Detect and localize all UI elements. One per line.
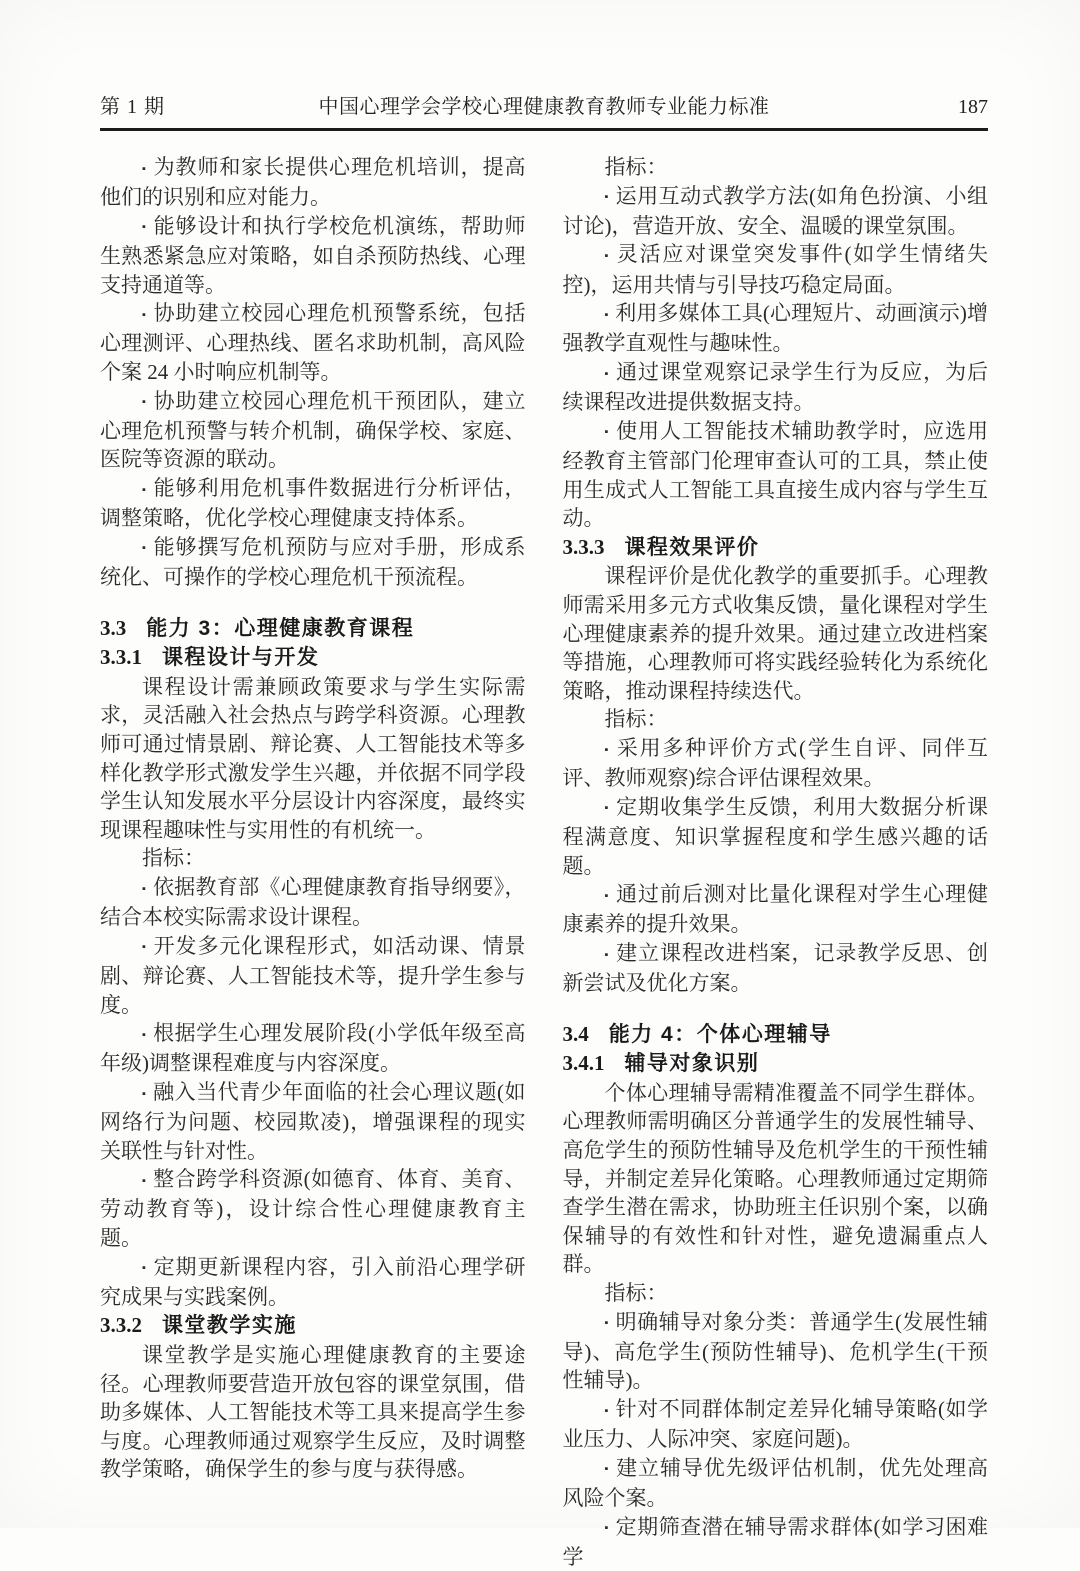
bullet-item [100, 299, 526, 386]
bullet-text: 定期筛查潜在辅导需求群体(如学习困难学 [562, 1514, 988, 1569]
bullet-text: 协助建立校园心理危机预警系统，包括心理测评、心理热线、匿名求助机制，高风险个案 24 小时响应机制等。 [100, 301, 526, 384]
heading-title: 能力 3：心理健康教育课程 [146, 616, 415, 640]
bullet-item [563, 182, 989, 241]
bullet-text: 使用人工智能技术辅助教学时，应选用经教育主管部门伦理审查认可的工具，禁止使用生成式人工智能工具直接生成内容与学生互动。 [562, 418, 988, 531]
bullet-icon: ▪ [604, 1463, 609, 1476]
bullet-icon: ▪ [142, 483, 146, 496]
bullet-icon: ▪ [604, 426, 609, 439]
bullet-item [100, 212, 526, 299]
bullet-icon: ▪ [142, 1174, 146, 1187]
bullet-icon: ▪ [142, 542, 146, 555]
bullet-item [100, 387, 526, 474]
heading-title: 课程设计与开发 [161, 646, 320, 670]
subsection-heading [100, 1311, 526, 1341]
bullet-item [100, 1253, 526, 1312]
bullet-icon: ▪ [604, 191, 609, 204]
heading-number: 3.4 [562, 1021, 589, 1046]
subsection-heading [563, 533, 989, 563]
section-heading [563, 1020, 989, 1050]
bullet-icon: ▪ [142, 941, 146, 954]
bullet-icon: ▪ [604, 1522, 609, 1535]
bullet-icon: ▪ [604, 308, 609, 321]
heading-number: 3.3.2 [100, 1313, 142, 1338]
paragraph: 课程评价是优化教学的重要抓手。心理教师需采用多元方式收集反馈，量化课程对学生心理健康素养的提升效果。通过建立改进档案等措施，心理教师可将实践经验转化为系统化策略，推动课程持续迭代。 [562, 564, 988, 703]
bullet-text: 针对不同群体制定差异化辅导策略(如学业压力、人际冲突、家庭问题)。 [562, 1397, 988, 1452]
right-column [563, 153, 989, 1571]
bullet-icon: ▪ [604, 948, 609, 961]
bullet-text: 开发多元化课程形式，如活动课、情景剧、辩论赛、人工智能技术等，提升学生参与度。 [100, 933, 526, 1017]
bullet-icon: ▪ [142, 308, 146, 321]
bullet-text: 整合跨学科资源(如德育、体育、美育、劳动教育等)，设计综合性心理健康教育主题。 [100, 1167, 526, 1251]
bullet-icon: ▪ [604, 250, 609, 262]
bullet-icon: ▪ [604, 889, 609, 902]
bullet-text: 根据学生心理发展阶段(小学低年级至高年级)调整课程难度与内容深度。 [100, 1021, 526, 1076]
bullet-item [563, 299, 989, 358]
bullet-text: 运用互动式教学方法(如角色扮演、小组讨论)，营造开放、安全、温暖的课堂氛围。 [562, 183, 988, 238]
bullet-item [563, 358, 989, 417]
bullet-item [563, 1454, 989, 1513]
indicators-label: 指标： [604, 1281, 668, 1306]
bullet-text: 融入当代青少年面临的社会心理议题(如网络行为问题、校园欺凌)，增强课程的现实关联性与针对性。 [100, 1079, 526, 1163]
bullet-item [563, 939, 989, 998]
bullet-item [563, 1513, 989, 1571]
bullet-icon: ▪ [142, 1028, 146, 1041]
bullet-text: 能够利用危机事件数据进行分析评估，调整策略，优化学校心理健康支持体系。 [100, 475, 526, 531]
bullet-item [563, 734, 989, 793]
bullet-icon: ▪ [142, 1262, 146, 1275]
bullet-item [563, 417, 989, 533]
section-heading [100, 614, 526, 644]
bullet-icon: ▪ [604, 1317, 609, 1330]
bullet-item [563, 1308, 989, 1395]
bullet-icon: ▪ [142, 162, 146, 175]
heading-number: 3.3 [100, 615, 127, 640]
bullet-text: 依据教育部《心理健康教育指导纲要》，结合本校实际需求设计课程。 [100, 874, 526, 930]
heading-number: 3.3.1 [100, 645, 142, 670]
bullet-text: 通过课堂观察记录学生行为反应，为后续课程改进提供数据支持。 [562, 359, 988, 415]
heading-number: 3.4.1 [562, 1051, 605, 1076]
bullet-icon: ▪ [142, 221, 146, 234]
two-column-body [100, 153, 988, 1571]
page-number: 187 [958, 96, 988, 118]
page-header [100, 90, 988, 131]
indicators-label: 指标： [604, 155, 668, 179]
bullet-item [100, 1165, 526, 1252]
paragraph: 个体心理辅导需精准覆盖不同学生群体。心理教师需明确区分普通学生的发展性辅导、高危学生的预防性辅导及危机学生的干预性辅导，并制定差异化策略。心理教师通过定期筛查学生潜在需求，协助班主任识别个案，以确保辅导的有效性和针对性，避免遗漏重点人群。 [562, 1080, 988, 1277]
bullet-item [100, 873, 526, 932]
bullet-text: 灵活应对课堂突发事件(如学生情绪失控)，运用共情与引导技巧稳定局面。 [562, 242, 988, 297]
running-title: 中国心理学会学校心理健康教育教师专业能力标准 [318, 96, 770, 118]
bullet-item [100, 932, 526, 1019]
bullet-text: 建立课程改进档案，记录教学反思、创新尝试及优化方案。 [562, 940, 988, 996]
bullet-item [100, 153, 526, 212]
bullet-icon: ▪ [604, 743, 609, 756]
bullet-item [100, 1019, 526, 1078]
heading-number: 3.3.3 [562, 534, 605, 559]
indicators-label: 指标： [142, 846, 205, 871]
bullet-item [563, 240, 989, 299]
bullet-item [100, 474, 526, 533]
bullet-text: 定期收集学生反馈，利用大数据分析课程满意度、知识掌握程度和学生感兴趣的话题。 [562, 794, 988, 878]
bullet-text: 能够设计和执行学校危机演练，帮助师生熟悉紧急应对策略，如自杀预防热线、心理支持通道等。 [100, 213, 526, 297]
journal-issue: 第 1 期 [100, 96, 165, 118]
subsection-heading [563, 1049, 989, 1079]
bullet-icon: ▪ [604, 802, 609, 815]
bullet-item [563, 1395, 989, 1454]
bullet-item [100, 533, 526, 592]
indicators-label: 指标： [604, 707, 668, 732]
paragraph: 课堂教学是实施心理健康教育的主要途径。心理教师要营造开放包容的课堂氛围，借助多媒体、人工智能技术等工具来提高学生参与度。心理教师通过观察学生反应，及时调整教学策略，确保学生的参与度与获得感。 [100, 1343, 526, 1482]
bullet-icon: ▪ [142, 396, 146, 409]
bullet-text: 协助建立校园心理危机干预团队，建立心理危机预警与转介机制，确保学校、家庭、医院等资源的联动。 [100, 388, 526, 472]
bullet-icon: ▪ [604, 367, 609, 380]
bullet-item [563, 880, 989, 939]
bullet-icon: ▪ [142, 1087, 146, 1100]
bullet-text: 为教师和家长提供心理危机培训，提高他们的识别和应对能力。 [100, 155, 526, 210]
heading-title: 课堂教学实施 [161, 1314, 297, 1338]
bullet-text: 建立辅导优先级评估机制，优先处理高风险个案。 [562, 1455, 988, 1511]
bullet-item [100, 1078, 526, 1165]
bullet-text: 明确辅导对象分类：普通学生(发展性辅导)、高危学生(预防性辅导)、危机学生(干预性辅导)。 [562, 1309, 988, 1393]
left-column [100, 153, 526, 1571]
bullet-icon: ▪ [142, 882, 146, 895]
heading-title: 课程效果评价 [624, 535, 760, 559]
bullet-text: 通过前后测对比量化课程对学生心理健康素养的提升效果。 [562, 882, 988, 937]
bullet-text: 利用多媒体工具(心理短片、动画演示)增强教学直观性与趣味性。 [562, 301, 988, 356]
paragraph: 课程设计需兼顾政策要求与学生实际需求，灵活融入社会热点与跨学科资源。心理教师可通过情景剧、辩论赛、人工智能技术等多样化教学形式激发学生兴趣，并依据不同学段学生认知发展水平分层设计内容深度，最终实现课程趣味性与实用性的有机统一。 [100, 674, 526, 842]
bullet-icon: ▪ [604, 1404, 609, 1417]
bullet-text: 定期更新课程内容，引入前沿心理学研究成果与实践案例。 [100, 1254, 526, 1309]
bullet-item [563, 793, 989, 880]
heading-title: 辅导对象识别 [624, 1052, 760, 1076]
heading-title: 能力 4：个体心理辅导 [608, 1022, 832, 1046]
bullet-text: 采用多种评价方式(学生自评、同伴互评、教师观察)综合评估课程效果。 [562, 735, 988, 791]
bullet-text: 能够撰写危机预防与应对手册，形成系统化、可操作的学校心理危机干预流程。 [100, 534, 526, 589]
subsection-heading [100, 643, 526, 673]
